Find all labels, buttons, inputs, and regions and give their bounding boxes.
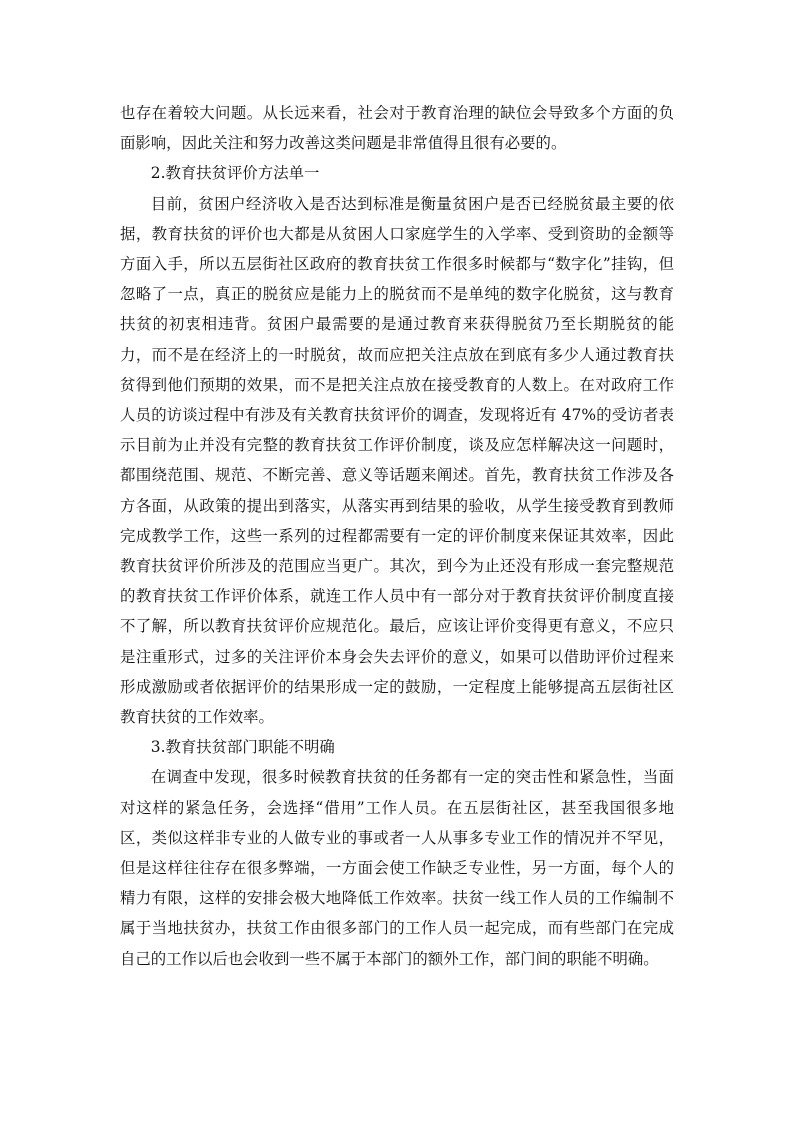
document-body bbox=[120, 98, 674, 974]
paragraph-evaluation-method: 目前，贫困户经济收入是否达到标准是衡量贫困户是否已经脱贫最主要的依据，教育扶贫的评价也大都是从贫困人口家庭学生的入学率、受到资助的金额等方面入手，所以五层街社区政府的教育扶贫工作很多时候都与“数字化”挂钩，但忽略了一点，真正的脱贫应是能力上的脱贫而不是单纯的数字化脱贫，这与教育扶贫的初衷相违背。贫困户最需要的是通过教育来获得脱贫乃至长期脱贫的能力，而不是在经济上的一时脱贫，故而应把关注点放在到底有多少人通过教育扶贫得到他们预期的效果，而不是把关注点放在接受教育的人数上。在对政府工作人员的访谈过程中有涉及有关教育扶贫评价的调查，发现将近有 47%的受访者表示目前为止并没有完整的教育扶贫工作评价制度，谈及应怎样解决这一问题时，都围绕范围、规范、不断完善、意义等话题来阐述。首先，教育扶贫工作涉及各方各面，从政策的提出到落实，从落实再到结果的验收，从学生接受教育到教师完成教学工作，这些一系列的过程都需要有一定的评价制度来保证其效率，因此教育扶贫评价所涉及的范围应当更广。其次，到今为止还没有形成一套完整规范的教育扶贫工作评价体系，就连工作人员中有一部分对于教育扶贫评价制度直接不了解，所以教育扶贫评价应规范化。最后，应该让评价变得更有意义，不应只是注重形式，过多的关注评价本身会失去评价的意义，如果可以借助评价过程来形成激励或者依据评价的结果形成一定的鼓励，一定程度上能够提高五层街社区教育扶贫的工作效率。 bbox=[120, 194, 674, 727]
paragraph-continuation: 也存在着较大问题。从长远来看，社会对于教育治理的缺位会导致多个方面的负面影响，因此关注和努力改善这类问题是非常值得且很有必要的。 bbox=[120, 104, 674, 153]
paragraph-department-functions: 在调查中发现，很多时候教育扶贫的任务都有一定的突击性和紧急性，当面对这样的紧急任务，会选择“借用”工作人员。在五层街社区，甚至我国很多地区，类似这样非专业的人做专业的事或者一人从事多专业工作的情况并不罕见，但是这样往往存在很多弊端，一方面会使工作缺乏专业性，另一方面，每个人的精力有限，这样的安排会极大地降低工作效率。扶贫一线工作人员的工作编制不属于当地扶贫办，扶贫工作由很多部门的工作人员一起完成，而有些部门在完成自己的工作以后也会收到一些不属于本部门的额外工作，部门间的职能不明确。 bbox=[120, 768, 674, 968]
section-heading-3: 3.教育扶贫部门职能不明确 bbox=[150, 738, 335, 757]
section-heading-2: 2.教育扶贫评价方法单一 bbox=[150, 164, 320, 183]
